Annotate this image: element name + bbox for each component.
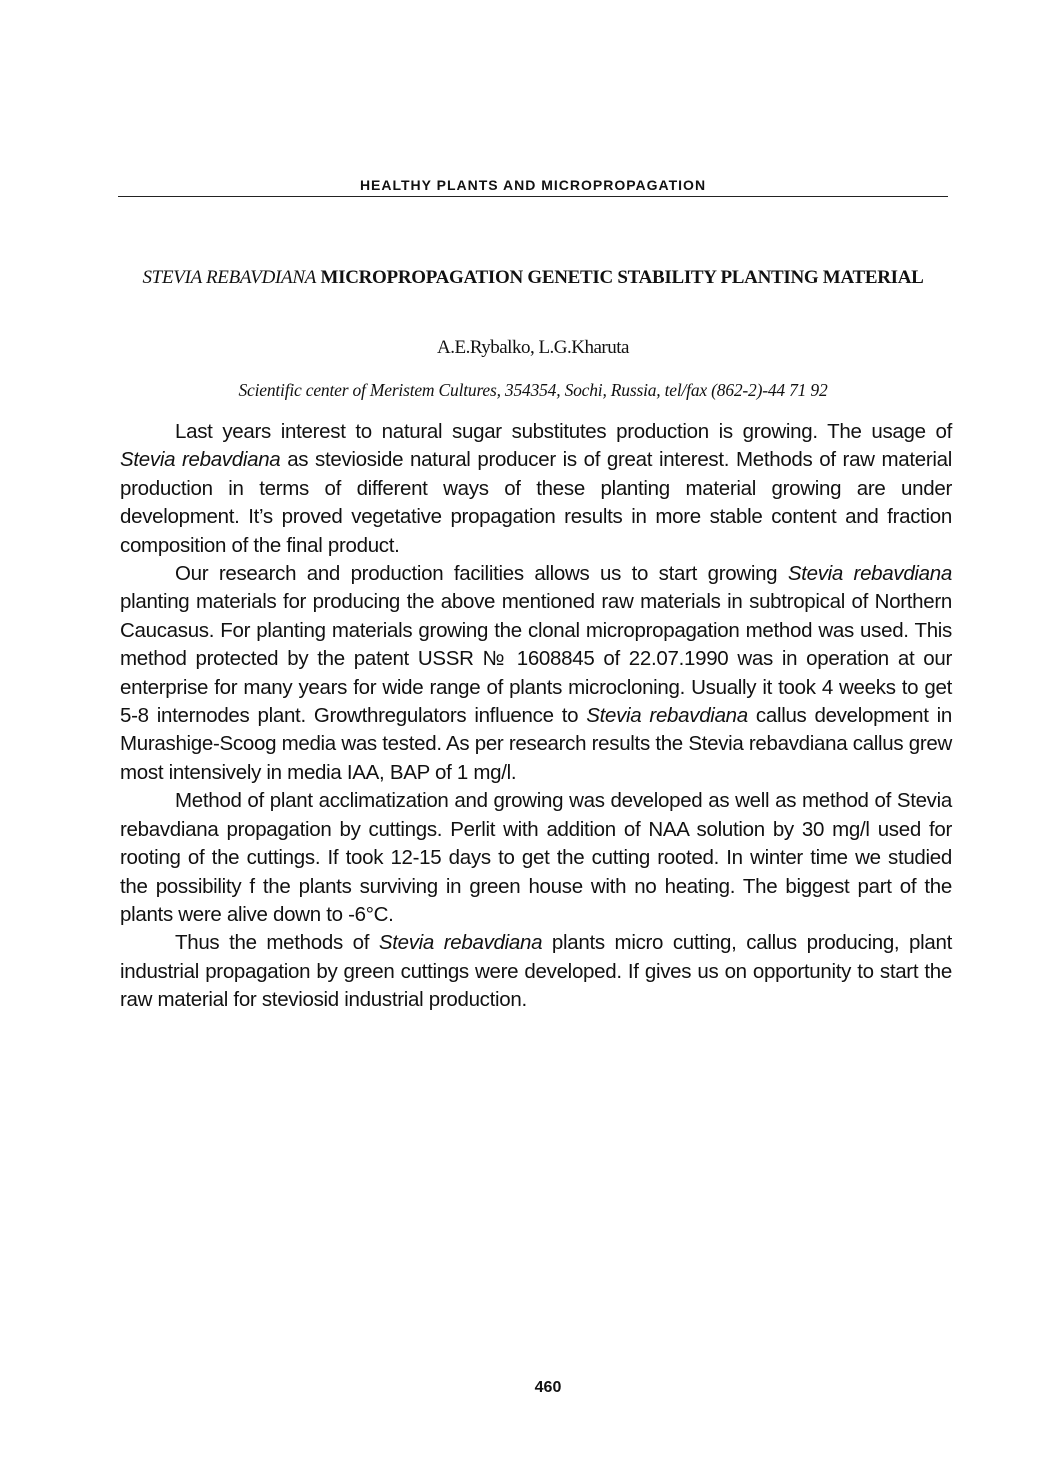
article-affiliation: Scientific center of Meristem Cultures, 354354, Sochi, Russia, tel/fax (862-2)-44 71 92 [238, 380, 828, 400]
species-name: Stevia rebavdiana [378, 931, 543, 955]
header-rule [118, 196, 948, 197]
species-name: Stevia rebavdiana [586, 704, 748, 728]
title-text: MICROPROPAGATION GENETIC STABILITY PLANTING MATERIAL [316, 267, 924, 288]
paragraph-text: Our research and production facilities allows us to start growing [175, 562, 788, 586]
paragraph-text: as stevioside natural producer is of great interest. Methods of raw material production in terms of different ways of these planting material growing are under development. It’s proved vegetative propagation results in more stable content and fraction composition of the final product. [120, 448, 952, 557]
paragraph-text: planting materials for producing the above mentioned raw materials in subtropical of Northern Caucasus. For planting materials growing the clonal micropropagation method was used. This method protected by the patent USSR № 1608845 of 22.07.1990 was in operation at our enterprise for many years for wide range of plants microcloning. Usually it took 4 weeks to get 5-8 internodes plant. Growthregulators influence to [120, 590, 952, 728]
paragraph-text: plants micro cutting, callus producing, plant industrial propagation by green cuttings were developed. If gives us on opportunity to start the raw material for steviosid industrial production. [120, 931, 952, 1012]
paragraph-2 [120, 560, 952, 787]
paragraph-text: Last years interest to natural sugar substitutes production is growing. The usage of [175, 420, 952, 443]
title-species: STEVIA REBAVDIANA [142, 267, 317, 288]
article-body [120, 418, 952, 1015]
article-authors: A.E.Rybalko, L.G.Kharuta [437, 337, 629, 358]
article-title [118, 264, 948, 291]
paragraph-3 [120, 787, 952, 929]
paragraph-text: Method of plant acclimatization and growing was developed as well as method of Stevia rebavdiana propagation by cuttings. Perlit with addition of NAA solution by 30 mg/l used for rooting of the cuttings. If took 12-15 days to get the cutting rooted. In winter time we studied the possibility f the plants surviving in green house with no heating. The biggest part of the plants were alive down to -6°C. [120, 789, 952, 926]
running-header: HEALTHY PLANTS AND MICROPROPAGATION [359, 177, 707, 193]
paragraph-text: Thus the methods of [175, 931, 379, 955]
species-name: Stevia rebavdiana [120, 448, 281, 472]
species-name: Stevia rebavdiana [787, 562, 952, 586]
paragraph-text: callus development in Murashige-Scoog media was tested. As per research results the Stevia rebavdiana callus grew most intensively in media IAA, BAP of 1 mg/l. [120, 704, 952, 784]
paragraph-1 [120, 418, 952, 560]
paragraph-4 [120, 929, 952, 1014]
page-number: 460 [534, 1379, 562, 1396]
